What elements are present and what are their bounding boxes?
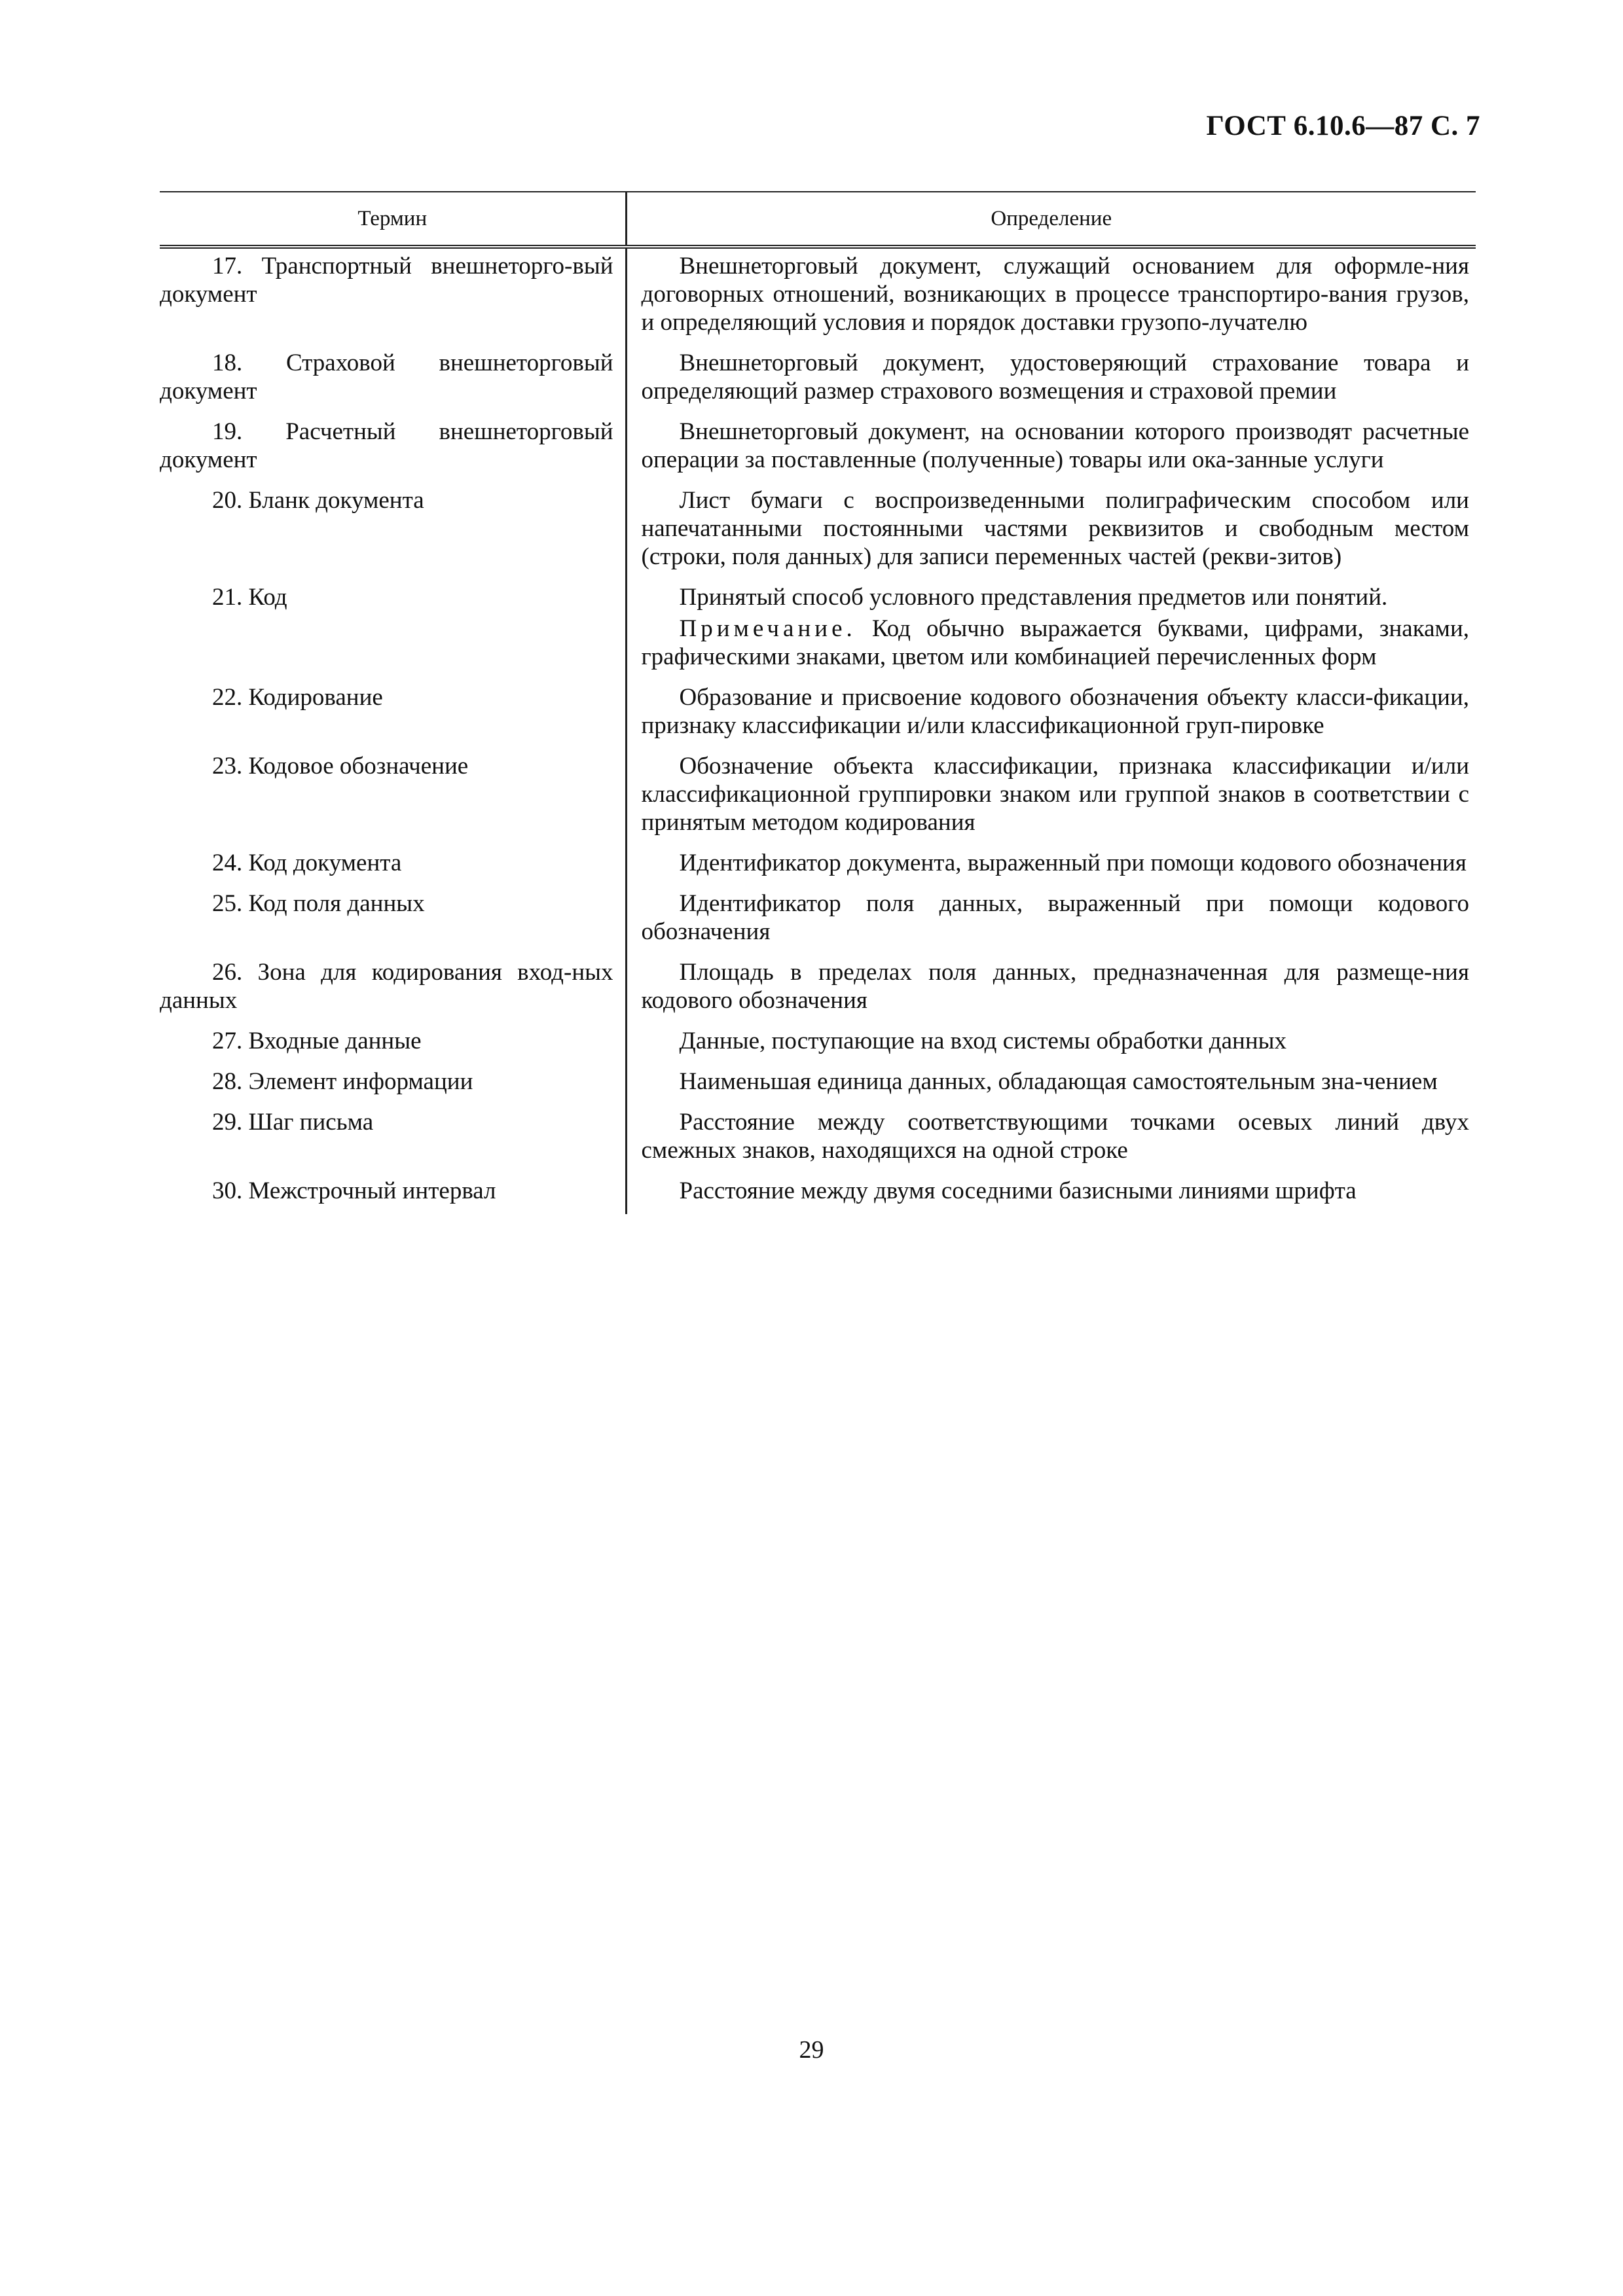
term-cell: 25. Код поля данных [160,886,626,955]
definition-text: Образование и присвоение кодового обозначения объекту класси-фикации, признаку классификации и/или классификационной груп-пировке [641,684,1469,739]
table-row [160,955,1476,1024]
definition-cell [626,1105,1476,1174]
definition-text: Внешнеторговый документ, служащий основанием для оформле-ния договорных отношений, возникающих в процессе транспортиро-вания грузов, и определяющий условия и порядок доставки грузопо-лучателю [641,253,1469,336]
definition-cell [626,1174,1476,1214]
definition-text: Обозначение объекта классификации, признака классификации и/или классификационной группировки знаком или группой знаков в соответствии с принятым методом кодирования [641,753,1469,836]
definition-cell [626,346,1476,414]
term-cell: 27. Входные данные [160,1024,626,1064]
definition-text: Наименьшая единица данных, обладающая самостоятельным зна-чением [679,1068,1438,1095]
definition-cell [626,886,1476,955]
definition-cell [626,749,1476,846]
table-row [160,680,1476,749]
table-row [160,580,1476,680]
table-row [160,1064,1476,1105]
table-row [160,483,1476,580]
definition-text: Лист бумаги с воспроизведенными полиграфическим способом или напечатанными постоянными частями реквизитов и свободным местом (строки, поля данных) для записи переменных частей (рекви-зитов) [641,487,1469,570]
table-row [160,247,1476,346]
definition-cell [626,580,1476,680]
page-number: 29 [799,2036,824,2064]
term-cell: 28. Элемент информации [160,1064,626,1105]
term-cell: 20. Бланк документа [160,483,626,580]
terms-table [160,191,1476,1214]
column-header-term: Термин [160,192,626,247]
term-cell: 17. Транспортный внешнеторго-вый документ [160,247,626,346]
term-cell: 24. Код документа [160,846,626,886]
definition-note [642,615,1470,671]
definition-text: Расстояние между соответствующими точками осевых линий двух смежных знаков, находящихся на одной строке [641,1109,1469,1164]
definition-cell [626,680,1476,749]
table-row [160,414,1476,483]
term-cell: 22. Кодирование [160,680,626,749]
term-cell: 26. Зона для кодирования вход-ных данных [160,955,626,1024]
term-cell: 18. Страховой внешнеторговый документ [160,346,626,414]
definition-text: Расстояние между двумя соседними базисными линиями шрифта [679,1177,1357,1204]
table-row [160,346,1476,414]
column-header-definition: Определение [626,192,1476,247]
note-label: Примечание. [679,615,856,642]
table-row [160,846,1476,886]
term-cell: 21. Код [160,580,626,680]
term-cell: 29. Шаг письма [160,1105,626,1174]
definition-text: Принятый способ условного представления предметов или понятий. [679,584,1388,611]
note-text: Код обычно выражается буквами, цифрами, знаками, графическими знаками, цветом или комбинацией перечисленных форм [641,615,1469,670]
definition-cell [626,483,1476,580]
definition-cell [626,1024,1476,1064]
definition-cell [626,1064,1476,1105]
table-row [160,1174,1476,1214]
definition-text: Идентификатор поля данных, выраженный при помощи кодового обозначения [641,890,1469,945]
definition-text: Площадь в пределах поля данных, предназначенная для размеще-ния кодового обозначения [641,959,1469,1014]
definition-text: Идентификатор документа, выраженный при помощи кодового обозначения [679,850,1467,876]
table-row [160,886,1476,955]
definition-cell [626,247,1476,346]
term-cell: 23. Кодовое обозначение [160,749,626,846]
table-row [160,749,1476,846]
definition-cell [626,846,1476,886]
running-title: ГОСТ 6.10.6—87 С. 7 [1206,111,1480,141]
definition-cell [626,414,1476,483]
definition-text: Внешнеторговый документ, на основании которого производят расчетные операции за поставленные (полученные) товары или ока-занные услуги [641,418,1469,473]
table-row [160,1024,1476,1064]
definition-text: Данные, поступающие на вход системы обработки данных [679,1028,1286,1054]
definition-cell [626,955,1476,1024]
definition-text: Внешнеторговый документ, удостоверяющий страхование товара и определяющий размер страхового возмещения и страховой премии [641,350,1469,404]
term-cell: 19. Расчетный внешнеторговый документ [160,414,626,483]
table-row [160,1105,1476,1174]
table-header-row [160,192,1476,247]
term-cell: 30. Межстрочный интервал [160,1174,626,1214]
